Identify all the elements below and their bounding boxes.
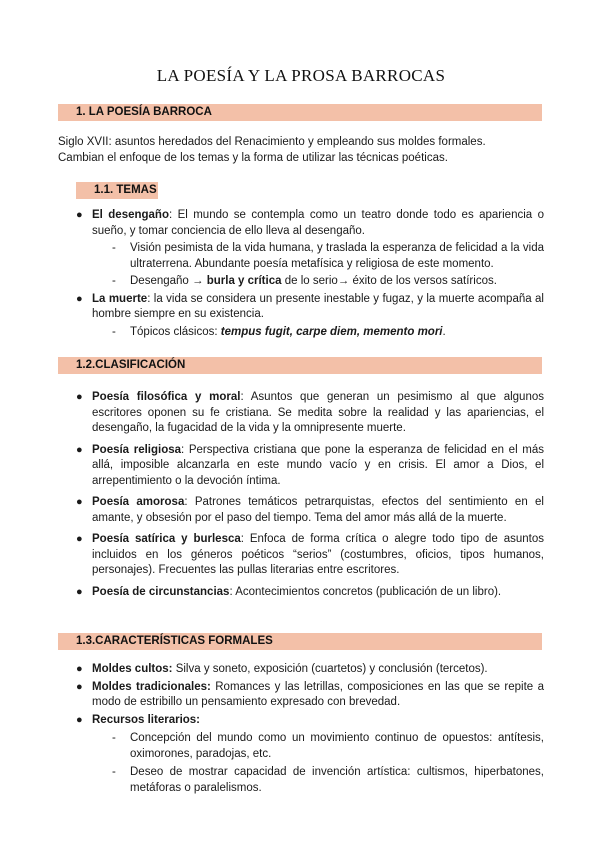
item-label: Recursos literarios:: [92, 713, 201, 726]
intro-line-2: Cambian el enfoque de los temas y la forma de utilizar las técnicas poéticas.: [58, 151, 448, 164]
item-label: El desengaño: [92, 209, 169, 221]
dash-bold-italic: tempus fugit, carpe diem, memento mori: [220, 325, 443, 338]
item-text: : Acontecimientos concretos (publicación de un libro).: [229, 585, 502, 598]
dash-icon: -: [112, 766, 116, 778]
item-text: : El mundo se contempla como un teatro donde todo es apariencia o sueño, y tomar conciencia de ello lleva al desengaño.: [92, 209, 544, 237]
dash-text: Visión pesimista de la vida humana, y traslada la esperanza de felicidad a la vida ultraterrena. Abundante poesía metafísica y religiosa de este momento.: [130, 242, 544, 270]
list-item: [58, 532, 544, 579]
item-label: Poesía amorosa: [92, 496, 185, 508]
list-item: [58, 662, 544, 678]
list-item: [58, 208, 544, 239]
item-label: Poesía filosófica y moral: [92, 391, 241, 403]
item-text: : la vida se considera un presente inestable y fugaz, y la muerte acompaña al hombre siempre en su existencia.: [92, 292, 544, 320]
intro-line-1: Siglo XVII: asuntos heredados del Renacimiento y empleando sus moldes formales.: [58, 136, 486, 148]
item-label: Moldes cultos:: [92, 663, 173, 675]
dash-icon: -: [112, 242, 116, 254]
dash-item: [58, 274, 544, 290]
list-item: [58, 390, 544, 437]
temas-list: [58, 208, 544, 340]
intro-paragraph: [58, 135, 544, 166]
dash-item: [58, 325, 544, 341]
item-text: : Patrones temáticos petrarquistas, efectos del sentimiento en el amante, y obsesión por el paso del tiempo. Tema del amor más allá de la muerte.: [92, 496, 544, 524]
page-title: LA POESÍA Y LA PROSA BARROCAS: [156, 66, 446, 85]
dash-bold: burla y crítica: [206, 275, 282, 287]
section-heading-poesia-barroca: 1. LA POESÍA BARROCA: [58, 104, 542, 121]
bullet-icon: ●: [76, 585, 83, 598]
section-heading-clasificacion: 1.2.CLASIFICACIÓN: [58, 357, 542, 374]
list-item: [58, 443, 544, 490]
section-heading-caracteristicas: 1.3.CARACTERÍSTICAS FORMALES: [58, 633, 542, 650]
list-item: [58, 713, 544, 729]
item-label: Moldes tradicionales:: [92, 680, 211, 693]
dash-text: Tópicos clásicos:: [130, 325, 221, 338]
item-text: Romances y las letrillas, composiciones en las que se repite a modo de estribillo un pensamiento expresado con brevedad.: [92, 680, 544, 708]
dash-text: .: [442, 325, 446, 338]
dash-icon: -: [112, 732, 116, 744]
caracteristicas-list: [58, 662, 544, 796]
dash-icon: -: [112, 325, 116, 338]
bullet-icon: ●: [76, 391, 83, 403]
item-label: La muerte: [92, 292, 148, 305]
bullet-icon: ●: [76, 713, 83, 726]
bullet-icon: ●: [76, 496, 83, 508]
item-label: Poesía religiosa: [92, 443, 182, 456]
bullet-icon: ●: [76, 680, 83, 693]
item-text: : Asuntos que generan un pesimismo al que algunos escritores oponen su fe cristiana. Se medita sobre la realidad y las apariencias, el desengaño, la fugacidad de la vida y la omnipresente muerte.: [92, 391, 544, 434]
subsection-heading-temas: 1.1. TEMAS: [76, 182, 158, 199]
bullet-icon: ●: [76, 292, 83, 305]
item-label: Poesía satírica y burlesca: [92, 533, 241, 545]
clasificacion-list: [58, 390, 544, 600]
dash-item: [58, 241, 544, 272]
bullet-icon: ●: [76, 443, 83, 456]
dash-text: Desengaño →: [130, 275, 207, 287]
list-item: [58, 495, 544, 526]
dash-text: de lo serio→ éxito de los versos satíricos.: [281, 275, 497, 287]
item-text: : Enfoca de forma crítica o alegre todo tipo de asuntos incluidos en los géneros poéticos “serios” (costumbres, oficios, tipos humanos, personajes). Frecuentes las pullas literarias entre escritores.: [92, 533, 544, 576]
list-item: [58, 292, 544, 323]
list-item: [58, 585, 544, 601]
list-item: [58, 680, 544, 711]
bullet-icon: ●: [76, 663, 83, 675]
dash-text: Concepción del mundo como un movimiento continuo de opuestos: antítesis, oximorones, paradojas, etc.: [130, 732, 544, 760]
bullet-icon: ●: [76, 533, 83, 545]
dash-icon: -: [112, 275, 116, 287]
item-text: Silva y soneto, exposición (cuartetos) y conclusión (tercetos).: [172, 663, 488, 675]
bullet-icon: ●: [76, 209, 83, 221]
dash-item: [58, 765, 544, 796]
item-text: : Perspectiva cristiana que pone la esperanza de felicidad en el más allá, imposible alcanzarla en este mundo vacío y en crisis. El amor a Dios, el arrepentimiento o la devoción íntima.: [92, 443, 544, 487]
dash-text: Deseo de mostrar capacidad de invención artística: cultismos, hiperbatones, metáforas o paralelismos.: [130, 766, 544, 794]
dash-item: [58, 731, 544, 762]
item-label: Poesía de circunstancias: [92, 585, 230, 598]
